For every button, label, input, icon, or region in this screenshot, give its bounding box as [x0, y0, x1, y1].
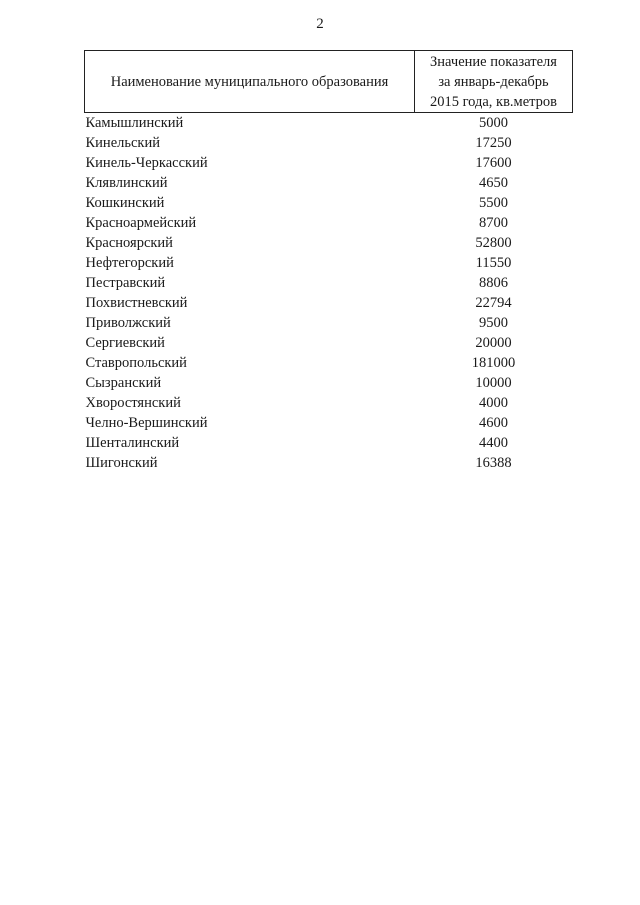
table-row [85, 353, 573, 373]
header-value-line-2: за январь-декабрь [438, 73, 549, 90]
table-row [85, 213, 573, 233]
municipality-name-cell: Хворостянский [85, 395, 181, 411]
municipality-name-cell: Челно-Вершинский [85, 415, 208, 431]
indicator-value-cell: 9500 [479, 315, 508, 331]
indicator-value-cell: 10000 [475, 375, 512, 391]
indicator-value-cell: 11550 [475, 255, 512, 271]
indicator-value-cell: 17600 [475, 155, 512, 171]
table-row [85, 113, 573, 134]
indicator-value-cell: 16388 [475, 455, 512, 471]
municipality-name-cell: Похвистневский [85, 295, 188, 311]
municipality-name-cell: Приволжский [85, 315, 171, 331]
municipality-name-cell: Нефтегорский [85, 255, 174, 271]
indicator-value-cell: 4400 [479, 435, 508, 451]
page-number: 2 [316, 16, 324, 32]
municipality-name-cell: Красноярский [85, 235, 173, 251]
table-row [85, 233, 573, 253]
indicator-value-cell: 181000 [471, 355, 516, 371]
header-indicator-value [415, 51, 573, 113]
table-row [85, 393, 573, 413]
table-row [85, 333, 573, 353]
table-row [85, 153, 573, 173]
municipality-name-cell: Ставропольский [85, 355, 187, 371]
municipality-name-cell: Сергиевский [85, 335, 165, 351]
indicator-value-cell: 17250 [475, 135, 512, 151]
municipality-name-cell: Шенталинский [85, 435, 180, 451]
table-body [85, 113, 573, 474]
municipality-name-cell: Камышлинский [85, 115, 184, 131]
header-municipality-name: Наименование муниципального образования [85, 51, 415, 113]
table-row [85, 293, 573, 313]
indicator-value-cell: 5500 [479, 195, 508, 211]
indicator-value-cell: 8806 [479, 275, 508, 291]
table-row [85, 413, 573, 433]
header-value-line-1: Значение показателя [430, 53, 557, 70]
indicator-value-cell: 22794 [475, 295, 512, 311]
municipality-name-cell: Кинель-Черкасский [85, 155, 208, 171]
municipality-name-cell: Красноармейский [85, 215, 197, 231]
table-row [85, 433, 573, 453]
table-row [85, 273, 573, 293]
indicator-value-cell: 20000 [475, 335, 512, 351]
municipality-name-cell: Сызранский [85, 375, 162, 391]
municipal-data-table [84, 50, 573, 473]
municipality-name-cell: Шигонский [85, 455, 158, 471]
table-row [85, 193, 573, 213]
municipality-name-cell: Кинельский [85, 135, 160, 151]
header-value-line-3: 2015 года, кв.метров [429, 93, 558, 110]
table-row [85, 453, 573, 473]
indicator-value-cell: 4000 [479, 395, 508, 411]
table-row [85, 313, 573, 333]
indicator-value-cell: 8700 [479, 215, 508, 231]
municipality-name-cell: Пестравский [85, 275, 166, 291]
table-row [85, 133, 573, 153]
indicator-value-cell: 5000 [479, 115, 508, 131]
table-row [85, 253, 573, 273]
indicator-value-cell: 52800 [475, 235, 512, 251]
table-row [85, 373, 573, 393]
municipality-name-cell: Клявлинский [85, 175, 168, 191]
table-header-row [85, 51, 573, 113]
indicator-value-cell: 4650 [479, 175, 508, 191]
indicator-value-cell: 4600 [479, 415, 508, 431]
municipality-name-cell: Кошкинский [85, 195, 165, 211]
table-row [85, 173, 573, 193]
